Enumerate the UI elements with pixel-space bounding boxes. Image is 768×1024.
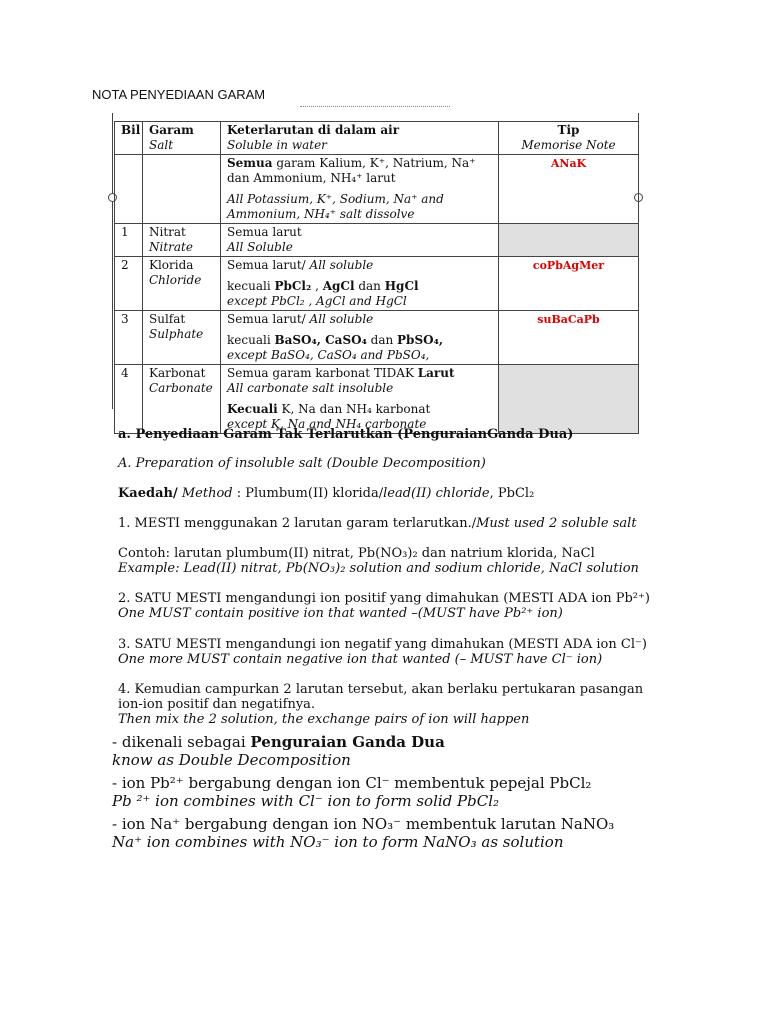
solubility-cell: Semua larut/ All soluble kecuali PbCl₂ , AgCl dan HgCl except PbCl₂ , AgCl and HgCl [221,257,499,311]
table-row: 3 Sulfat Sulphate Semua larut/ All soluble kecuali BaSO₄, CaSO₄ dan PbSO₄, except BaSO₄, CaSO₄ and PbSO₄, suBaCaPb [115,311,639,365]
step-4: 4. Kemudian campurkan 2 larutan tersebut, akan berlaku pertukaran pasangan ion-ion positif dan negatifnya. Then mix the 2 solution, the exchange pairs of ion will happen [118,682,644,727]
solubility-table [114,121,639,434]
tip-cell: suBaCaPb [499,311,639,365]
step-3: 3. SATU MESTI mengandungi ion negatif yang dimahukan (MESTI ADA ion Cl⁻) One more MUST contain negative ion that wanted (– MUST have Cl⁻ ion) [118,637,647,667]
step-1: 1. MESTI menggunakan 2 larutan garam terlarutkan./Must used 2 soluble salt [118,516,637,531]
step-2: 2. SATU MESTI mengandungi ion positif yang dimahukan (MESTI ADA ion Pb²⁺) One MUST contain positive ion that wanted –(MUST have Pb²⁺ ion) [118,591,650,621]
solubility-cell: Semua larut All Soluble [221,224,499,257]
salt-cell: Sulfat Sulphate [143,311,221,365]
solubility-cell: Semua garam karbonat TIDAK Larut All carbonate salt insoluble Kecuali K, Na dan NH₄ karbonat except K, Na and NH₄ carbonate [221,365,499,434]
solubility-cell: Semua larut/ All soluble kecuali BaSO₄, CaSO₄ dan PbSO₄, except BaSO₄, CaSO₄ and PbSO₄, [221,311,499,365]
salt-cell: Karbonat Carbonate [143,365,221,434]
cropped-text-line [300,100,450,107]
header-bil: Bil [115,122,143,155]
table-row: 4 Karbonat Carbonate Semua garam karbonat TIDAK Larut All carbonate salt insoluble Kecuali K, Na dan NH₄ karbonat except K, Na and NH₄ carbonate [115,365,639,434]
section-heading-en: A. Preparation of insoluble salt (Double Decomposition) [118,456,486,471]
left-margin-line [112,113,113,409]
header-tip: Tip Memorise Note [499,122,639,155]
note-double-decomposition: - dikenali sebagai Penguraian Ganda Dua know as Double Decomposition [112,733,445,769]
header-solubility: Keterlarutan di dalam air Soluble in water [221,122,499,155]
tip-cell [499,365,639,434]
note-pb-ion: - ion Pb²⁺ bergabung dengan ion Cl⁻ membentuk pepejal PbCl₂ Pb ²⁺ ion combines with Cl⁻ ion to form solid PbCl₂ [112,774,592,810]
method-line: Kaedah/ Method : Plumbum(II) klorida/lead(II) chloride, PbCl₂ [118,486,535,501]
table-row: 2 Klorida Chloride Semua larut/ All soluble kecuali PbCl₂ , AgCl dan HgCl except PbCl₂ , AgCl and HgCl coPbAgMer [115,257,639,311]
solubility-cell: Semua garam Kalium, K⁺, Natrium, Na⁺ dan Ammonium, NH₄⁺ larut All Potassium, K⁺, Sodium, Na⁺ and Ammonium, NH₄⁺ salt dissolve [221,155,499,224]
tip-cell: ANaK [499,155,639,224]
salt-cell: Nitrat Nitrate [143,224,221,257]
document-title: NOTA PENYEDIAAN GARAM [92,87,266,102]
tip-cell: coPbAgMer [499,257,639,311]
salt-cell: Klorida Chloride [143,257,221,311]
header-garam: Garam Salt [143,122,221,155]
section-heading: a. Penyediaan Garam Tak Terlarutkan (PenguraianGanda Dua) [118,427,574,442]
table-row: 1 Nitrat Nitrate Semua larut All Soluble [115,224,639,257]
note-na-ion: - ion Na⁺ bergabung dengan ion NO₃⁻ membentuk larutan NaNO₃ Na⁺ ion combines with NO₃⁻ ion to form NaNO₃ as solution [112,815,615,851]
example-block: Contoh: larutan plumbum(II) nitrat, Pb(NO₃)₂ dan natrium klorida, NaCl Example: Lead(II) nitrat, Pb(NO₃)₂ solution and sodium chloride, NaCl solution [118,546,639,576]
table-row [115,155,639,224]
tip-cell [499,224,639,257]
table-header-row [115,122,639,155]
